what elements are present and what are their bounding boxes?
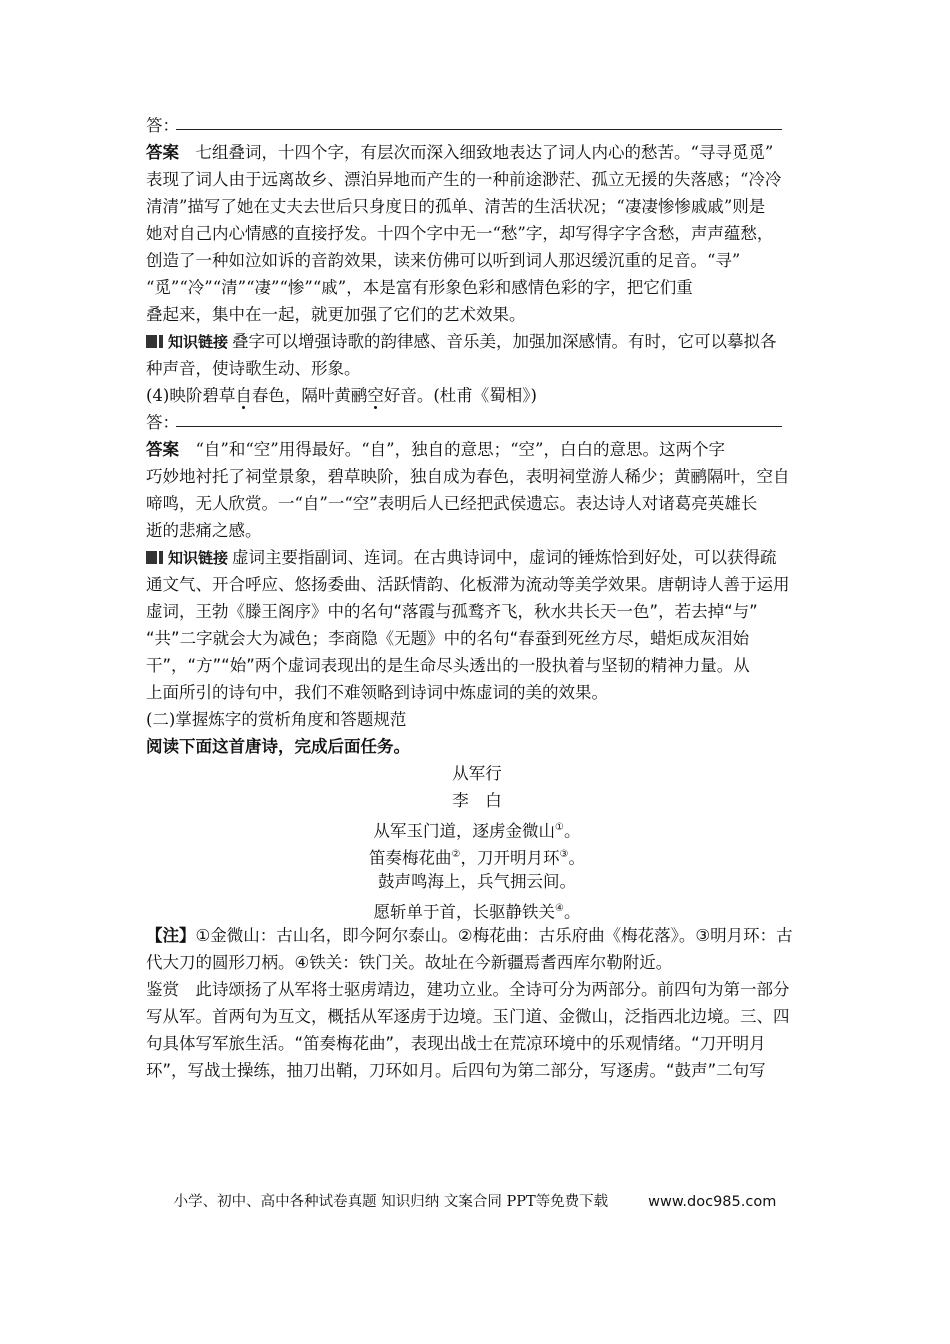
answer-text-line bbox=[146, 139, 808, 166]
poem-text: 。 bbox=[563, 902, 581, 922]
text-line: 虚词主要指副词、连词。在古典诗词中，虚词的锤炼恰到好处，可以获得疏 bbox=[232, 548, 777, 567]
badge-bar-icon bbox=[159, 335, 163, 348]
answer-label: 答： bbox=[146, 413, 179, 432]
task-instruction: 阅读下面这首唐诗，完成后面任务。 bbox=[146, 737, 410, 756]
text-line: ①金微山：古山名，即今阿尔泰山。②梅花曲：古乐府曲《梅花落》。③明月环：古 bbox=[195, 926, 793, 945]
text-line: “觅”“冷”“清”“凄”“惨”“戚”，本是富有形象色彩和感情色彩的字，把它们重 bbox=[146, 278, 693, 297]
poem-text: 笛奏梅花曲 bbox=[369, 848, 452, 868]
poem-text: 。 bbox=[568, 848, 585, 868]
badge-label: 知识链接 bbox=[168, 549, 229, 567]
text-span: 春色，隔叶黄鹂 bbox=[251, 386, 368, 405]
text-line: 代大刀的圆形刀柄。④铁关：铁门关。故址在今新疆焉耆西库尔勒附近。 bbox=[146, 953, 673, 972]
text-line: 种声音，使诗歌生动、形象。 bbox=[146, 359, 361, 378]
poem-line-1 bbox=[146, 814, 808, 841]
text-line: 上面所引的诗句中，我们不难领略到诗词中炼虚词的美的效果。 bbox=[146, 683, 608, 702]
footnote-marker: ③ bbox=[559, 849, 569, 860]
footnote-marker: ④ bbox=[555, 903, 564, 914]
text-line: 啼鸣，无人欣赏。一“自”一“空”表明后人已经把武侯遗忘。表达诗人对诸葛亮英雄长 bbox=[146, 494, 758, 513]
knowledge-link-line bbox=[146, 328, 808, 355]
poem-text: 从军玉门道，逐虏金微山 bbox=[373, 821, 556, 841]
footer-url[interactable]: www.doc985.com bbox=[648, 1194, 777, 1210]
poem-line-3: 鼓声鸣海上，兵气拥云间。 bbox=[378, 872, 576, 891]
badge-mark-icon bbox=[146, 335, 157, 348]
note-line bbox=[146, 922, 808, 949]
note-heading: 【注】 bbox=[146, 926, 196, 945]
text-line: 清清”描写了她在丈夫去世后只身度日的孤单、清苦的生活状况；“凄凄惨惨戚戚”则是 bbox=[146, 197, 766, 216]
text-line: “共”二字就会大为减色；李商隐《无题》中的名句“春蚕到死丝方尽，蜡炬成灰泪始 bbox=[146, 629, 750, 648]
knowledge-link-line bbox=[146, 544, 808, 571]
poem-line-2 bbox=[146, 841, 808, 868]
text-line: 逝的悲痛之感。 bbox=[146, 521, 262, 540]
text-line: 写从军。首两句为互文，概括从军逐虏于边境。玉门道、金微山，泛指西北边境。三、四 bbox=[146, 1007, 790, 1026]
answer-text-line bbox=[146, 436, 808, 463]
text-line: 环”，写战士操练，抽刀出鞘，刀环如月。后四句为第二部分，写逐虏。“鼓声”二句写 bbox=[146, 1061, 766, 1080]
text-line: 叠起来，集中在一起，就更加强了它们的艺术效果。 bbox=[146, 305, 526, 324]
text-span: (4)映阶碧草 bbox=[146, 386, 236, 405]
page-footer bbox=[0, 1190, 950, 1211]
poem-title: 从军行 bbox=[452, 764, 502, 783]
text-line: 创造了一种如泣如诉的音韵效果，读来仿佛可以听到词人那迟缓沉重的足音。“寻” bbox=[146, 251, 741, 270]
answer-blank-2 bbox=[146, 409, 808, 436]
text-line: 巧妙地衬托了祠堂景象，碧草映阶，独自成为春色，表明祠堂游人稀少；黄鹂隔叶，空自 bbox=[146, 467, 790, 486]
poem-text: 愿斩单于首，长驱静铁关 bbox=[373, 902, 556, 922]
text-line: 七组叠词，十四个字，有层次而深入细致地表达了词人内心的愁苦。“寻寻觅觅” bbox=[179, 143, 774, 162]
emphasis-char: 空 bbox=[367, 386, 384, 405]
footer-text: 小学、初中、高中各种试卷真题 知识归纳 文案合同 PPT等免费下载 bbox=[173, 1194, 609, 1210]
text-line: 鉴赏 此诗颂扬了从军将士驱虏靖边，建功立业。全诗可分为两部分。前四句为第一部分 bbox=[146, 980, 790, 999]
poem-text: 。 bbox=[563, 821, 581, 841]
text-span: 好音。(杜甫《蜀相》) bbox=[383, 386, 537, 405]
text-line: 表现了词人由于远离故乡、漂泊异地而产生的一种前途渺茫、孤立无援的失落感；“冷冷 bbox=[146, 170, 782, 189]
answer-line bbox=[176, 129, 782, 130]
footnote-marker: ② bbox=[451, 849, 461, 860]
poem-line-4 bbox=[146, 895, 808, 922]
poem-author: 李 白 bbox=[452, 791, 502, 810]
badge-mark-icon bbox=[146, 551, 157, 564]
knowledge-link-badge bbox=[146, 329, 228, 356]
badge-label: 知识链接 bbox=[168, 333, 229, 351]
poem-text: ，刀开明月环 bbox=[460, 848, 560, 868]
text-line: 她对自己内心情感的直接抒发。十四个字中无一“愁”字，却写得字字含愁，声声蕴愁， bbox=[146, 224, 774, 243]
answer-heading: 答案 bbox=[146, 440, 179, 459]
text-line: 叠字可以增强诗歌的韵律感、音乐美，加强加深感情。有时，它可以摹拟各 bbox=[232, 332, 777, 351]
answer-blank-1 bbox=[146, 112, 808, 139]
section-heading: (二)掌握炼字的赏析角度和答题规范 bbox=[146, 710, 407, 729]
footnote-marker: ① bbox=[555, 822, 564, 833]
badge-bar-icon bbox=[159, 551, 163, 564]
text-line: “自”和“空”用得最好。“自”，独自的意思；“空”，白白的意思。这两个字 bbox=[179, 440, 725, 459]
text-line: 句具体写军旅生活。“笛奏梅花曲”，表现出战士在荒凉环境中的乐观情绪。“刀开明月 bbox=[146, 1034, 766, 1053]
document-page bbox=[146, 112, 808, 1084]
text-line: 虚词，王勃《滕王阁序》中的名句“落霞与孤鹜齐飞，秋水共长天一色”，若去掉“与” bbox=[146, 602, 758, 621]
question-line bbox=[146, 382, 808, 409]
answer-label: 答： bbox=[146, 116, 179, 135]
knowledge-link-badge bbox=[146, 545, 228, 572]
text-line: 通文气、开合呼应、悠扬委曲、活跃情韵、化板滞为流动等美学效果。唐朝诗人善于运用 bbox=[146, 575, 790, 594]
emphasis-char: 自 bbox=[235, 386, 252, 405]
answer-heading: 答案 bbox=[146, 143, 179, 162]
text-line: 干”，“方”“始”两个虚词表现出的是生命尽头透出的一股执着与坚韧的精神力量。从 bbox=[146, 656, 750, 675]
answer-line bbox=[176, 426, 782, 427]
